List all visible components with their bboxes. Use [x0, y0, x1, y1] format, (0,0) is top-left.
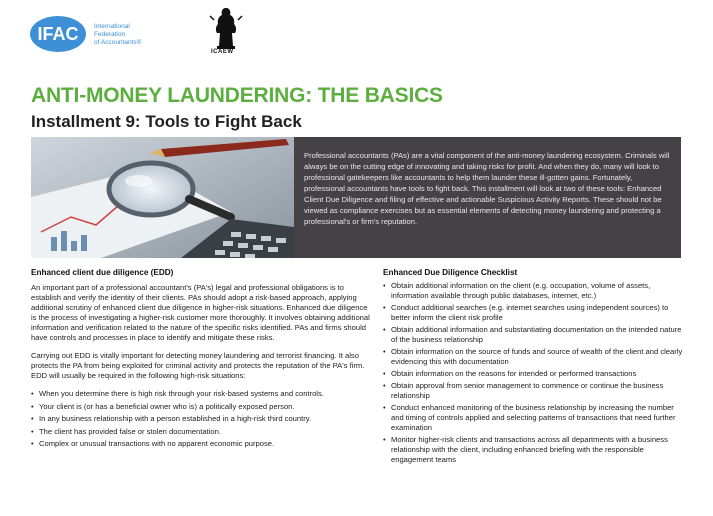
edd-heading: Enhanced client due diligence (EDD)	[31, 268, 174, 277]
list-item: • Obtain additional information and substantiating documentation on the intended nature of the business relationship	[383, 325, 683, 345]
list-item: • Obtain information on the reasons for intended or performed transactions	[383, 369, 683, 379]
list-item: • Obtain approval from senior management to commence or continue the business relationship	[383, 381, 683, 401]
list-item: • Obtain information on the source of funds and source of wealth of the client and clearly evidencing this with documentation	[383, 347, 683, 367]
ifac-name-line3: of Accountants®	[94, 39, 142, 46]
page-subtitle	[31, 112, 302, 132]
intro-text: Professional accountants (PAs) are a vital component of the anti-money laundering ecosystem. Criminals will always be on the cutting edge of innovating and taking risks for profit. And when they do, many will look to professional gatekeepers like accountants to help them launder these ill-gotten gains. Fortunately, professional accountants have tools to fight back. This installment will look at two of these tools: Enhanced Client Due Diligence and filing of effective and actionable Suspicious Activity Reports. These should not be viewed as compliance exercises but as essential elements of detecting money laundering and protecting a professional's or firm's reputation.	[304, 151, 670, 226]
list-item: • The client has provided false or stolen documentation.	[31, 427, 371, 437]
page-title: ANTI-MONEY LAUNDERING: THE BASICS	[31, 84, 443, 107]
hero-image	[31, 137, 294, 258]
magnifier-calculator-illustration	[31, 137, 294, 258]
ifac-name-line2: Federation	[94, 31, 126, 38]
subtitle-installment: Installment 9:	[31, 112, 141, 131]
edd-bullet-list	[31, 389, 371, 449]
list-item: • In any business relationship with a person established in a high-risk third country.	[31, 414, 371, 424]
ifac-name-line1: International	[94, 23, 130, 30]
checklist-heading: Enhanced Due Diligence Checklist	[383, 268, 518, 277]
list-item: • Obtain additional information on the client (e.g. occupation, volume of assets, information available through public databases, internet, etc.)	[383, 281, 683, 301]
list-item: • Conduct enhanced monitoring of the business relationship by increasing the number and timing of controls applied and selecting patterns of transactions that need further examination	[383, 403, 683, 433]
edd-paragraph-1: An important part of a professional accountant's (PA's) legal and professional obligations is to establish and verify the identity of their clients. PAs should adopt a risk-based approach, applying additional scrutiny of enhanced client due diligence in higher-risk situations. Enhanced due diligence is the process of investigating a higher-risk customer more thoroughly. It involves obtaining additional information and verification related to the nature of the specific risks identified. PAs and firms should have controls and processes in place to identify and mitigate these risks.	[31, 283, 370, 342]
ifac-mark: IFAC	[37, 24, 79, 44]
subtitle-topic: Tools to Fight Back	[140, 112, 302, 131]
logo-bar	[30, 6, 330, 58]
list-item: • Monitor higher-risk clients and transactions across all departments with a business relationship with the client, including enhanced briefing with the responsible engagement teams	[383, 435, 683, 465]
icaew-logo-text: ICAEW	[211, 49, 234, 55]
list-item: • Your client is (or has a beneficial owner who is) a politically exposed person.	[31, 402, 371, 412]
edd-paragraph-2: Carrying out EDD is vitally important for detecting money laundering and terrorist financing. It also protects the PA from being exploited for criminal activity and protects the reputation of the PA's firm. EDD will usually be required in the following high-risk situations:	[31, 351, 365, 380]
ifac-logo	[30, 14, 180, 54]
edd-section	[31, 268, 371, 452]
intro-panel	[294, 137, 681, 258]
list-item: • When you determine there is high risk through your risk-based systems and controls.	[31, 389, 371, 399]
list-item: • Complex or unusual transactions with no apparent economic purpose.	[31, 439, 371, 449]
edd-checklist-section	[383, 268, 683, 467]
list-item: • Conduct additional searches (e.g. internet searches using independent sources) to better inform the client risk profile	[383, 303, 683, 323]
checklist-list	[383, 281, 683, 465]
